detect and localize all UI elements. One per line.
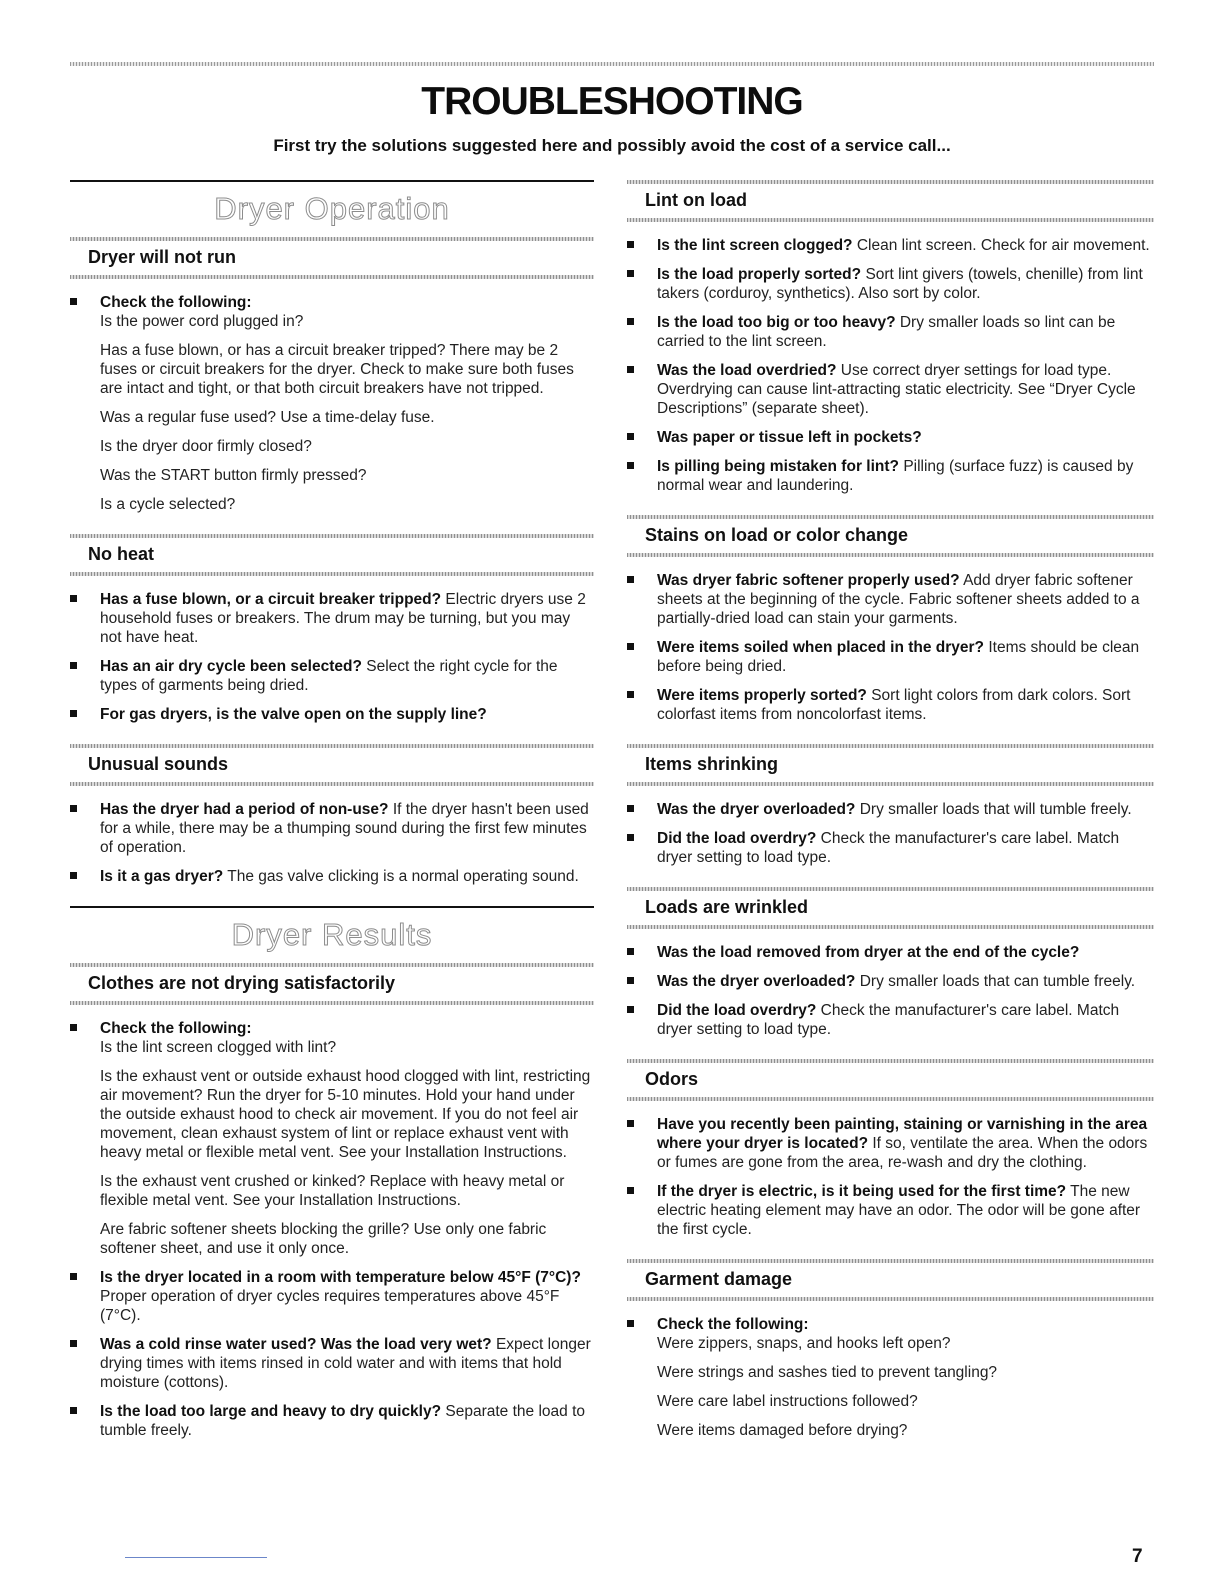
list-item — [627, 1115, 1154, 1172]
item-text: Dry smaller loads that can tumble freely. — [859, 973, 1136, 990]
subheading-not-drying: Clothes are not drying satisfactorily — [88, 973, 396, 993]
bullet-icon — [627, 948, 634, 955]
list-item — [70, 705, 594, 724]
bullet-icon — [70, 298, 77, 305]
item-text: Was the START button firmly pressed? — [100, 467, 367, 484]
subheading-garment-damage: Garment damage — [645, 1269, 793, 1289]
list-item — [70, 1335, 594, 1392]
bullet-icon — [70, 805, 77, 812]
item-text: If so, ventilate the area. When the odors or fumes are gone from the area, re-wash and dry the clothing. — [657, 1135, 1148, 1171]
subheading-stains: Stains on load or color change — [645, 525, 909, 545]
section-heading-dryer-operation: Dryer Operation — [214, 191, 450, 226]
item-question: Check the following: — [657, 1316, 809, 1333]
list-item — [627, 829, 1154, 867]
subheading-lint-on-load: Lint on load — [645, 190, 747, 210]
page-title: TROUBLESHOOTING — [421, 80, 803, 123]
list-items-shrinking — [627, 786, 1154, 887]
bullet-icon — [70, 872, 77, 879]
bullet-icon — [627, 462, 634, 469]
item-text: Was a regular fuse used? Use a time-delay fuse. — [100, 409, 435, 426]
bullet-icon — [70, 1273, 77, 1280]
item-text: Is the exhaust vent crushed or kinked? Replace with heavy metal or flexible metal vent. See your Installation Instructions. — [100, 1173, 565, 1209]
item-text: Is the dryer door firmly closed? — [100, 438, 312, 455]
bullet-icon — [627, 241, 634, 248]
item-question: Has a fuse blown, or a circuit breaker tripped? — [100, 591, 442, 608]
list-stains — [627, 557, 1154, 744]
item-question: Was paper or tissue left in pockets? — [657, 429, 922, 446]
item-text: Were strings and sashes tied to prevent tangling? — [657, 1364, 998, 1381]
item-question: Were items properly sorted? — [657, 687, 867, 704]
item-question: Was a cold rinse water used? Was the load very wet? — [100, 1336, 492, 1353]
page-number: 7 — [1132, 1546, 1143, 1567]
item-text: The gas valve clicking is a normal operating sound. — [227, 868, 579, 885]
item-text: Pilling (surface fuzz) is caused by normal wear and laundering. — [657, 458, 1134, 494]
subheading-items-shrinking: Items shrinking — [645, 754, 779, 774]
list-no-heat — [70, 576, 594, 744]
item-question: Has the dryer had a period of non-use? — [100, 801, 389, 818]
item-question: Did the load overdry? — [657, 830, 817, 847]
item-text: Sort light colors from dark colors. Sort colorfast items from noncolorfast items. — [657, 687, 1131, 723]
list-item — [70, 1268, 594, 1325]
list-item — [627, 313, 1154, 351]
subheading-unusual-sounds: Unusual sounds — [88, 754, 229, 774]
list-loads-wrinkled — [627, 929, 1154, 1059]
list-item — [627, 1315, 1154, 1440]
bullet-icon — [70, 1340, 77, 1347]
list-item — [70, 867, 594, 886]
bullet-icon — [627, 433, 634, 440]
item-text: Is the lint screen clogged with lint? — [100, 1039, 337, 1056]
item-text: Is a cycle selected? — [100, 496, 236, 513]
item-text: Is the exhaust vent or outside exhaust hood clogged with lint, restricting air movement? Run the dryer for 5-10 minutes. Hold your hand under the outside exhaust hood to check air movement. If you do not feel air movement, clean exhaust system of lint or replace exhaust vent with heavy metal or flexible metal vent. See your Installation Instructions. — [100, 1068, 591, 1161]
blue-underline — [125, 1557, 267, 1558]
item-question: Is the load properly sorted? — [657, 266, 862, 283]
bullet-icon — [627, 834, 634, 841]
item-question: For gas dryers, is the valve open on the supply line? — [100, 706, 487, 723]
bullet-icon — [627, 1187, 634, 1194]
item-question: Is the lint screen clogged? — [657, 237, 853, 254]
item-question: Did the load overdry? — [657, 1002, 817, 1019]
list-item — [627, 800, 1154, 819]
item-text: Dry smaller loads so lint can be carried to the lint screen. — [657, 314, 1116, 350]
list-item — [627, 972, 1154, 991]
bullet-icon — [70, 710, 77, 717]
bullet-icon — [627, 643, 634, 650]
item-text: Were items damaged before drying? — [657, 1422, 908, 1439]
section-heading-dryer-results: Dryer Results — [231, 917, 433, 952]
top-dotted-rule — [70, 62, 1154, 66]
bullet-icon — [627, 977, 634, 984]
item-text: Are fabric softener sheets blocking the grille? Use only one fabric softener sheet, and use it only once. — [100, 1221, 547, 1257]
item-text: Were care label instructions followed? — [657, 1393, 918, 1410]
left-column — [70, 180, 594, 1460]
item-question: Was the dryer overloaded? — [657, 801, 856, 818]
bullet-icon — [627, 1006, 634, 1013]
list-item — [627, 457, 1154, 495]
item-text: The new electric heating element may have an odor. The odor will be gone after the first cycle. — [657, 1183, 1141, 1238]
bullet-icon — [627, 1320, 634, 1327]
item-question: Check the following: — [100, 1020, 252, 1037]
item-question: Was the dryer overloaded? — [657, 973, 856, 990]
list-item — [70, 293, 594, 514]
item-question: If the dryer is electric, is it being used for the first time? — [657, 1183, 1067, 1200]
item-question: Has an air dry cycle been selected? — [100, 658, 362, 675]
subheading-odors: Odors — [645, 1069, 699, 1089]
list-item — [627, 943, 1154, 962]
bullet-icon — [70, 595, 77, 602]
item-text: Use correct dryer settings for load type. Overdrying can cause lint-attracting static electricity. See “Dryer Cycle Descriptions” (separate sheet). — [657, 362, 1136, 417]
list-lint-on-load — [627, 222, 1154, 515]
bullet-icon — [627, 691, 634, 698]
item-question: Is the load too large and heavy to dry quickly? — [100, 1403, 442, 1420]
item-question: Is it a gas dryer? — [100, 868, 224, 885]
item-text: Proper operation of dryer cycles requires temperatures above 45°F (7°C). — [100, 1288, 560, 1324]
bullet-icon — [70, 662, 77, 669]
item-text: Is the power cord plugged in? — [100, 313, 304, 330]
item-question: Have you recently been painting, staining or varnishing in the area where your dryer is located? — [657, 1116, 1148, 1152]
bullet-icon — [627, 270, 634, 277]
item-question: Was dryer fabric softener properly used? — [657, 572, 960, 589]
bullet-icon — [70, 1024, 77, 1031]
item-text: Check the manufacturer's care label. Match dryer setting to load type. — [657, 1002, 1120, 1038]
item-question: Is the dryer located in a room with temperature below 45°F (7°C)? — [100, 1269, 581, 1286]
item-text: Has a fuse blown, or has a circuit breaker tripped? There may be 2 fuses or circuit breakers for the dryer. Check to make sure both fuses are intact and tight, or that both circuit breakers have not tripped. — [100, 342, 574, 397]
list-item — [627, 1001, 1154, 1039]
item-text: Electric dryers use 2 household fuses or breakers. The drum may be turning, but you may not have heat. — [100, 591, 586, 646]
item-question: Were items soiled when placed in the dryer? — [657, 639, 985, 656]
item-text: Clean lint screen. Check for air movement. — [856, 237, 1150, 254]
subheading-no-heat: No heat — [88, 544, 155, 564]
subheading-loads-wrinkled: Loads are wrinkled — [645, 897, 809, 917]
item-text: Check the manufacturer's care label. Match dryer setting to load type. — [657, 830, 1120, 866]
list-item — [70, 800, 594, 857]
bullet-icon — [627, 366, 634, 373]
bullet-icon — [627, 318, 634, 325]
list-garment-damage — [627, 1301, 1154, 1460]
list-odors — [627, 1101, 1154, 1259]
item-text: Sort lint givers (towels, chenille) from lint takers (corduroy, synthetics). Also sort by color. — [657, 266, 1143, 302]
bullet-icon — [70, 1407, 77, 1414]
item-text: Were zippers, snaps, and hooks left open? — [657, 1335, 951, 1352]
bullet-icon — [627, 576, 634, 583]
bullet-icon — [627, 1120, 634, 1127]
list-dryer-will-not-run — [70, 279, 594, 534]
list-item — [627, 686, 1154, 724]
item-text: If the dryer hasn't been used for a while, there may be a thumping sound during the first few minutes of operation. — [100, 801, 589, 856]
list-item — [627, 361, 1154, 418]
item-question: Is pilling being mistaken for lint? — [657, 458, 899, 475]
bullet-icon — [627, 805, 634, 812]
list-unusual-sounds — [70, 786, 594, 906]
item-text: Items should be clean before being dried. — [657, 639, 1140, 675]
list-item — [70, 1019, 594, 1258]
list-item — [627, 428, 1154, 447]
right-column — [627, 180, 1154, 1460]
list-item — [70, 657, 594, 695]
item-question: Is the load too big or too heavy? — [657, 314, 896, 331]
list-not-drying — [70, 1005, 594, 1460]
list-item — [627, 571, 1154, 628]
item-question: Check the following: — [100, 294, 252, 311]
page-subtitle: First try the solutions suggested here and possibly avoid the cost of a service call... — [273, 136, 951, 155]
list-item — [627, 236, 1154, 255]
list-item — [70, 1402, 594, 1440]
list-item — [627, 265, 1154, 303]
list-item — [70, 590, 594, 647]
list-item — [627, 1182, 1154, 1239]
subheading-dryer-will-not-run: Dryer will not run — [88, 247, 237, 267]
item-text: Add dryer fabric softener sheets at the beginning of the cycle. Fabric softener sheets added to a partially-dried load can stain your garments. — [657, 572, 1140, 627]
item-text: Expect longer drying times with items rinsed in cold water and with items that hold moisture (cottons). — [100, 1336, 591, 1391]
item-question: Was the load overdried? — [657, 362, 837, 379]
item-text: Separate the load to tumble freely. — [100, 1403, 585, 1439]
item-text: Select the right cycle for the types of garments being dried. — [100, 658, 558, 694]
item-question: Was the load removed from dryer at the end of the cycle? — [657, 944, 1080, 961]
list-item — [627, 638, 1154, 676]
item-text: Dry smaller loads that will tumble freely. — [859, 801, 1132, 818]
